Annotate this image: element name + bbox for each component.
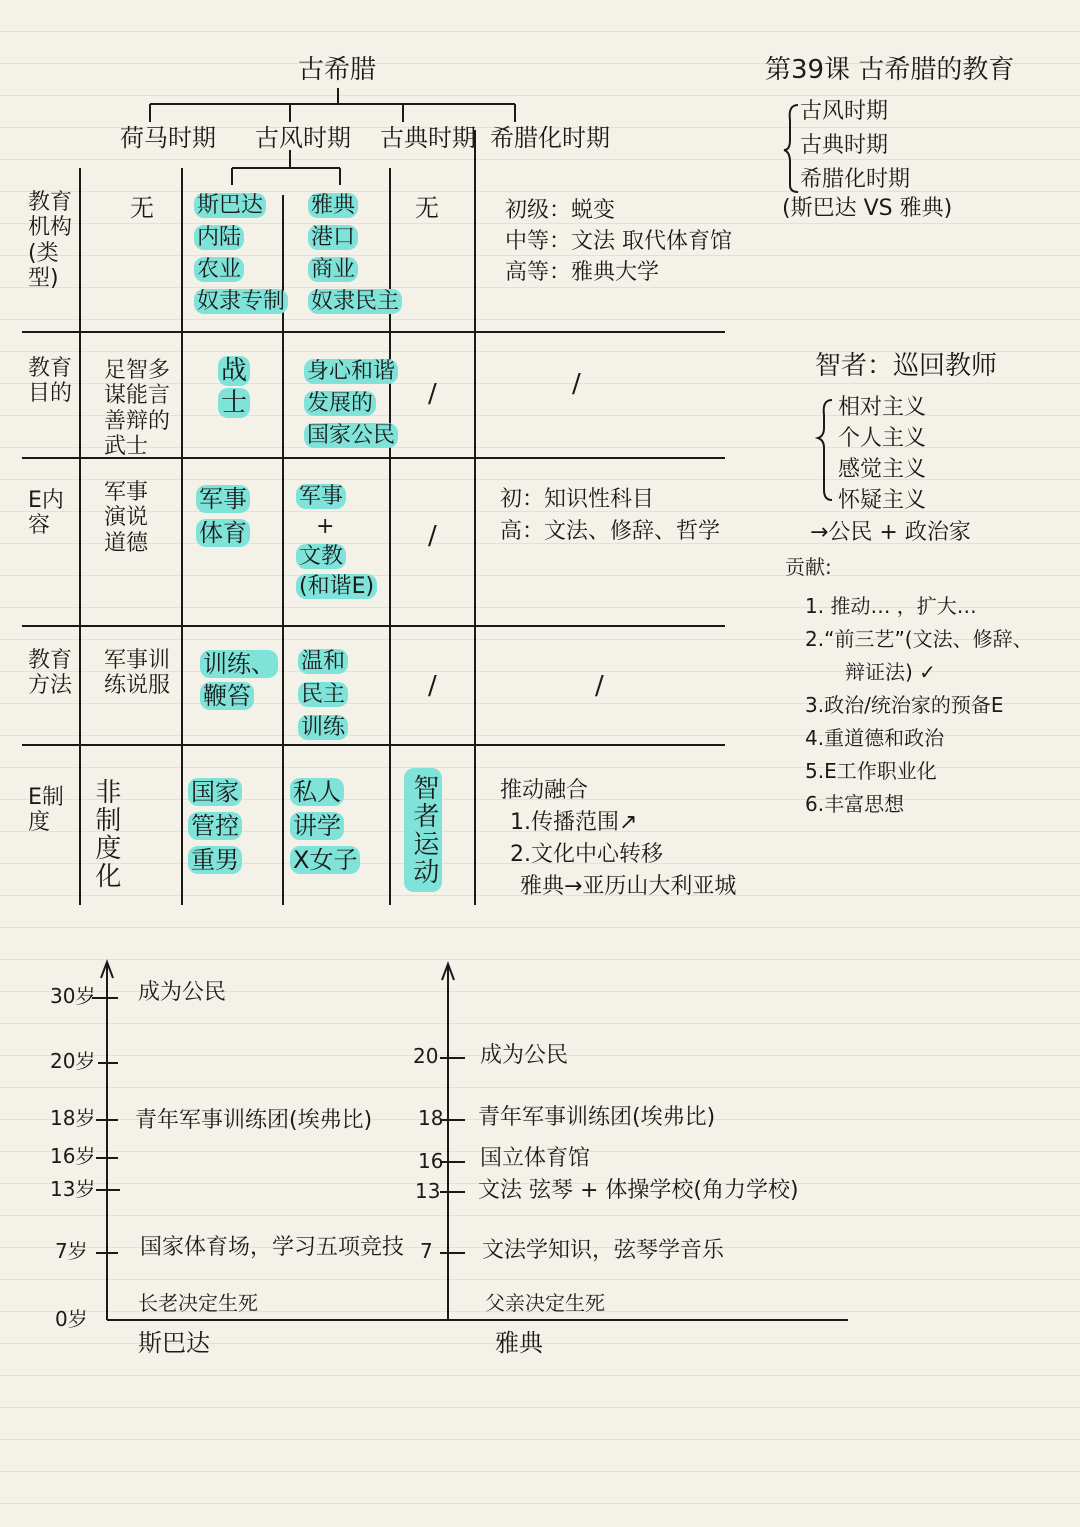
sparta-content-line: 体育 bbox=[196, 519, 250, 547]
homer-purpose: 足智多谋能言善辩的武士 bbox=[104, 358, 171, 459]
classical-content: / bbox=[428, 521, 437, 551]
sparta-purpose bbox=[218, 355, 250, 419]
hellenistic-method: / bbox=[595, 671, 604, 701]
athens-content-line: + bbox=[316, 514, 335, 539]
athens-age-16: 16 bbox=[418, 1149, 444, 1173]
sidebar-period-item: 古风时期 bbox=[800, 99, 889, 124]
classical-system: 智者运动 bbox=[404, 768, 442, 892]
sparta-method bbox=[200, 648, 278, 712]
athens-method-line: 训练 bbox=[298, 715, 348, 740]
sophist-goal: →公民 + 政治家 bbox=[810, 520, 971, 545]
hellenistic-system-line: 2.文化中心转移 bbox=[510, 842, 663, 867]
sophist-idea: 相对主义 bbox=[838, 395, 927, 420]
classical-purpose: / bbox=[428, 379, 437, 409]
hellenistic-system-line: 1.传播范围↗ bbox=[510, 810, 638, 835]
contrib-item: 3.政治/统治家的预备E bbox=[805, 693, 1004, 717]
hellenistic-institution-line: 初级：蜕变 bbox=[505, 198, 616, 223]
hellenistic-content-line: 高：文法、修辞、哲学 bbox=[500, 519, 721, 544]
athens-institution bbox=[308, 190, 402, 318]
row-header-content: E内容 bbox=[28, 488, 64, 539]
sparta-method-line: 训练、 bbox=[200, 650, 278, 678]
sophist-ideas bbox=[838, 392, 926, 516]
athens-content-line: 军事 bbox=[296, 484, 346, 509]
brace-sophist bbox=[818, 400, 832, 500]
sparta-event: 青年军事训练团(埃弗比) bbox=[135, 1108, 373, 1133]
sparta-purpose-line: 战 bbox=[218, 356, 250, 386]
sparta-system-line: 管控 bbox=[188, 812, 242, 840]
athens-event: 成为公民 bbox=[480, 1043, 569, 1068]
contrib-item: 4.重道德和政治 bbox=[805, 726, 945, 750]
hellenistic-system-line: 推动融合 bbox=[500, 778, 589, 803]
sparta-institution-line: 农业 bbox=[194, 257, 244, 282]
athens-system-line: 私人 bbox=[290, 778, 344, 806]
homer-method: 军事训练说服 bbox=[104, 648, 171, 699]
tree-root-label: 古希腊 bbox=[298, 55, 377, 85]
brace-periods bbox=[784, 105, 798, 192]
sparta-system bbox=[188, 775, 242, 877]
sparta-age-7: 7岁 bbox=[55, 1239, 88, 1263]
sparta-content-line: 军事 bbox=[196, 485, 250, 513]
sophist-idea: 个人主义 bbox=[838, 426, 927, 451]
sparta-timeline-label: 斯巴达 bbox=[138, 1329, 210, 1357]
period-archaic: 古风时期 bbox=[255, 124, 351, 152]
sparta-event: 长老决定生死 bbox=[138, 1291, 258, 1315]
athens-method bbox=[298, 645, 348, 744]
sparta-age-30: 30岁 bbox=[50, 984, 96, 1008]
homer-institution: 无 bbox=[130, 194, 154, 222]
period-hellenistic: 希腊化时期 bbox=[490, 124, 610, 152]
contrib-item: 6.丰富思想 bbox=[805, 792, 905, 816]
period-classical: 古典时期 bbox=[380, 124, 476, 152]
athens-content-line: (和谐E) bbox=[296, 574, 377, 599]
hellenistic-system-line: 雅典→亚历山大利亚城 bbox=[520, 874, 737, 899]
sparta-age-13: 13岁 bbox=[50, 1177, 96, 1201]
athens-institution-line: 商业 bbox=[308, 257, 358, 282]
sidebar-period-item: 古典时期 bbox=[800, 133, 889, 158]
contrib-item: 2.“前三艺”(文法、修辞、 bbox=[805, 627, 1033, 651]
athens-purpose-line: 国家公民 bbox=[304, 423, 398, 448]
athens-content-line: 文教 bbox=[296, 544, 346, 569]
athens-system-line: X女子 bbox=[290, 846, 360, 874]
sparta-age-16: 16岁 bbox=[50, 1144, 96, 1168]
row-header-method: 教育方法 bbox=[28, 648, 73, 699]
sophist-title: 智者：巡回教师 bbox=[815, 351, 998, 381]
athens-event: 文法学知识，弦琴学音乐 bbox=[482, 1238, 725, 1263]
row-header-institution: 教育机构(类型) bbox=[28, 190, 73, 291]
sparta-institution-line: 奴隶专制 bbox=[194, 289, 288, 314]
hellenistic-institution-line: 高等：雅典大学 bbox=[505, 260, 660, 285]
athens-institution-line: 雅典 bbox=[308, 193, 358, 218]
sparta-event: 国家体育场，学习五项竞技 bbox=[140, 1235, 405, 1260]
athens-age-18: 18 bbox=[418, 1106, 444, 1130]
athens-institution-line: 港口 bbox=[308, 225, 358, 250]
contrib-item: 1. 推动… ，扩大… bbox=[805, 594, 977, 618]
athens-event: 国立体育馆 bbox=[480, 1146, 591, 1171]
sparta-age-0: 0岁 bbox=[55, 1307, 88, 1331]
athens-content bbox=[296, 482, 377, 602]
athens-purpose bbox=[304, 356, 398, 452]
hellenistic-purpose: / bbox=[572, 369, 581, 399]
sparta-institution-line: 斯巴达 bbox=[194, 193, 266, 218]
athens-purpose-line: 身心和谐 bbox=[304, 359, 398, 384]
sparta-age-20: 20岁 bbox=[50, 1049, 96, 1073]
contrib-title: 贡献: bbox=[785, 555, 832, 579]
athens-method-line: 温和 bbox=[298, 649, 348, 674]
classical-method: / bbox=[428, 671, 437, 701]
sidebar-compare: (斯巴达 VS 雅典) bbox=[782, 196, 953, 221]
athens-age-20: 20 bbox=[413, 1044, 439, 1068]
athens-method-line: 民主 bbox=[298, 682, 348, 707]
contrib-item: 5.E工作职业化 bbox=[805, 759, 937, 783]
athens-age-13: 13 bbox=[415, 1179, 441, 1203]
hellenistic-institution-line: 中等：文法 取代体育馆 bbox=[505, 229, 732, 254]
sparta-purpose-line: 士 bbox=[218, 388, 250, 418]
sidebar-period-item: 希腊化时期 bbox=[800, 167, 911, 192]
hellenistic-content-line: 初：知识性科目 bbox=[500, 487, 655, 512]
athens-timeline-label: 雅典 bbox=[495, 1329, 543, 1357]
sparta-method-line: 鞭笞 bbox=[200, 682, 254, 710]
sparta-content bbox=[196, 482, 250, 550]
contrib-list bbox=[805, 590, 1033, 821]
homer-system: 非制度化 bbox=[90, 778, 121, 890]
contrib-item: 辩证法) ✓ bbox=[845, 660, 936, 684]
sophist-idea: 感觉主义 bbox=[838, 457, 927, 482]
sparta-system-line: 国家 bbox=[188, 778, 242, 806]
athens-event: 青年军事训练团(埃弗比) bbox=[478, 1105, 716, 1130]
row-header-purpose: 教育目的 bbox=[28, 356, 73, 407]
sparta-event: 成为公民 bbox=[138, 980, 227, 1005]
sparta-age-18: 18岁 bbox=[50, 1106, 96, 1130]
homer-content: 军事演说道德 bbox=[104, 480, 149, 556]
athens-system bbox=[290, 775, 360, 877]
sparta-institution bbox=[194, 190, 288, 318]
sophist-idea: 怀疑主义 bbox=[838, 488, 927, 513]
sparta-system-line: 重男 bbox=[188, 846, 242, 874]
lesson-title: 第39课 古希腊的教育 bbox=[765, 55, 1015, 85]
classical-institution: 无 bbox=[415, 194, 439, 222]
athens-event: 父亲决定生死 bbox=[485, 1291, 605, 1315]
sidebar-periods bbox=[800, 95, 910, 197]
hellenistic-content bbox=[500, 484, 720, 548]
athens-institution-line: 奴隶民主 bbox=[308, 289, 402, 314]
hellenistic-institution bbox=[505, 195, 732, 288]
athens-age-7: 7 bbox=[420, 1239, 433, 1263]
hellenistic-system bbox=[500, 775, 736, 903]
period-homer: 荷马时期 bbox=[120, 124, 216, 152]
athens-system-line: 讲学 bbox=[290, 812, 344, 840]
row-header-system: E制度 bbox=[28, 785, 64, 836]
athens-event: 文法 弦琴 + 体操学校(角力学校) bbox=[478, 1178, 799, 1203]
athens-purpose-line: 发展的 bbox=[304, 391, 376, 416]
sparta-institution-line: 内陆 bbox=[194, 225, 244, 250]
